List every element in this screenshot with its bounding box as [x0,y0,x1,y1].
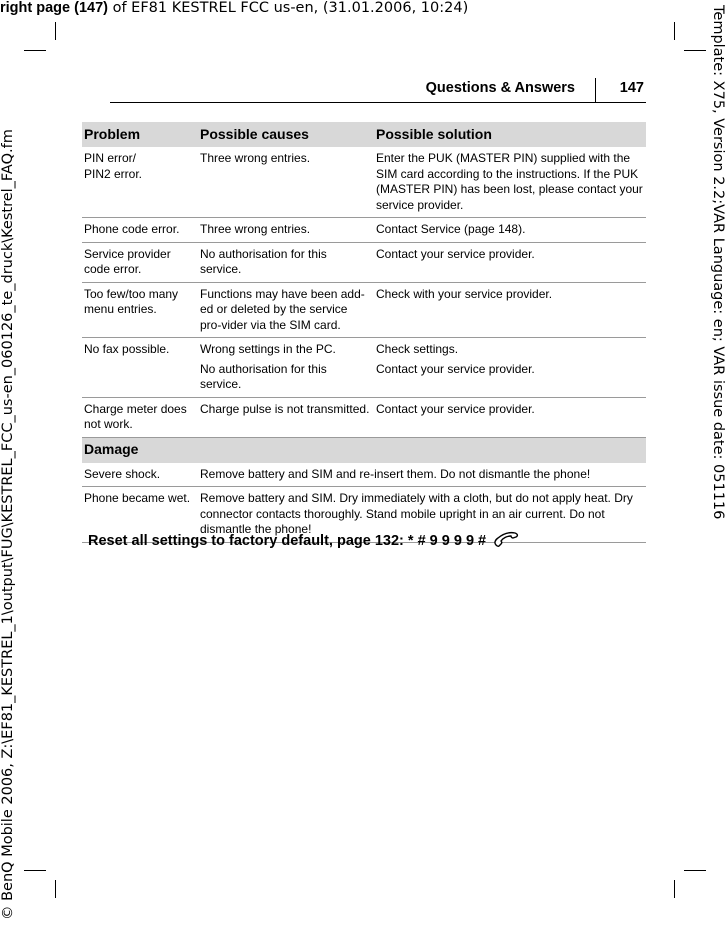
table-header-row [82,122,646,147]
problem-cell: No fax possible. [84,342,170,356]
troubleshooting-table [82,122,646,543]
cause-cell: Three wrong entries. [198,218,374,243]
header-problem: Problem [82,122,198,147]
header-damage: Damage [82,437,646,463]
crop-mark [684,870,706,871]
table-row [82,242,646,282]
section-title: Questions & Answers [425,80,575,96]
cause-cell: Charge pulse is not transmitted. [198,397,374,437]
print-header-info: of EF81 KESTREL FCC us-en, (31.01.2006, 10:24) [107,0,469,16]
crop-mark [684,50,706,51]
table-row [82,360,646,398]
cause-cell: No authorisation for this service. [198,360,374,398]
solution-cell: Check settings. [376,342,459,356]
print-header [0,0,700,17]
reset-text: Reset all settings to factory default, page 132: [88,532,408,549]
table-row [82,282,646,338]
cause-cell: Wrong settings in the PC. [200,342,336,356]
problem-cell: Severe shock. [82,463,198,487]
problem-cell: Service provider code error. [82,242,198,282]
solution-cell: Contact your service provider. [374,360,646,398]
damage-header-row [82,437,646,463]
problem-cell: Phone code error. [82,218,198,243]
solution-cell: Enter the PUK (MASTER PIN) supplied with the SIM card according to the instructions. If the PUK (MASTER PIN) has been lost, please contact your service provider. [374,147,646,218]
reset-instruction [88,530,519,552]
key-sequence: * # 9 9 9 9 # [407,532,487,549]
table-row [82,397,646,437]
solution-cell: Contact Service (page 148). [374,218,646,243]
crop-mark [55,22,56,40]
call-key-icon [493,530,519,552]
solution-cell: Remove battery and SIM. Dry immediately with a cloth, but do not apply heat. Dry connector contacts thoroughly. Stand mobile upright in an air current. Do not dismantle the phone! [198,487,646,543]
table-row [82,338,646,360]
header-causes: Possible causes [198,122,374,147]
header-solution: Possible solution [374,122,646,147]
template-info: Template: X75, Version 2.2;VAR Language: en; VAR issue date: 051116 [710,5,726,520]
problem-cell: Charge meter does not work. [82,397,198,437]
crop-mark [55,880,56,898]
cause-cell: Three wrong entries. [198,147,374,218]
running-head [110,78,646,103]
copyright-path: © BenQ Mobile 2006, Z:\EF81_KESTREL_1\output\FUG\KESTREL_FCC_us-en_060126_te_druck\Kestrel_FAQ.fm [0,129,16,920]
table-row [82,218,646,243]
solution-cell: Check with your service provider. [374,282,646,338]
page-number: 147 [619,80,644,96]
problem-cell: PIN error/ PIN2 error. [82,147,198,218]
problem-cell [82,360,198,398]
crop-mark [674,880,675,898]
problem-cell: Phone became wet. [82,487,198,543]
solution-cell: Contact your service provider. [374,242,646,282]
crop-mark [24,870,46,871]
divider [595,78,596,102]
cause-cell: Functions may have been add-ed or deleted by the service pro-vider via the SIM card. [198,282,374,338]
solution-cell: Contact your service provider. [374,397,646,437]
crop-mark [674,22,675,40]
print-header-page: right page (147) [0,0,108,16]
table-row [82,463,646,487]
cause-cell: No authorisation for this service. [198,242,374,282]
problem-cell: Too few/too many menu entries. [82,282,198,338]
crop-mark [24,50,46,51]
table-row [82,147,646,218]
solution-cell: Remove battery and SIM and re-insert them. Do not dismantle the phone! [198,463,646,487]
